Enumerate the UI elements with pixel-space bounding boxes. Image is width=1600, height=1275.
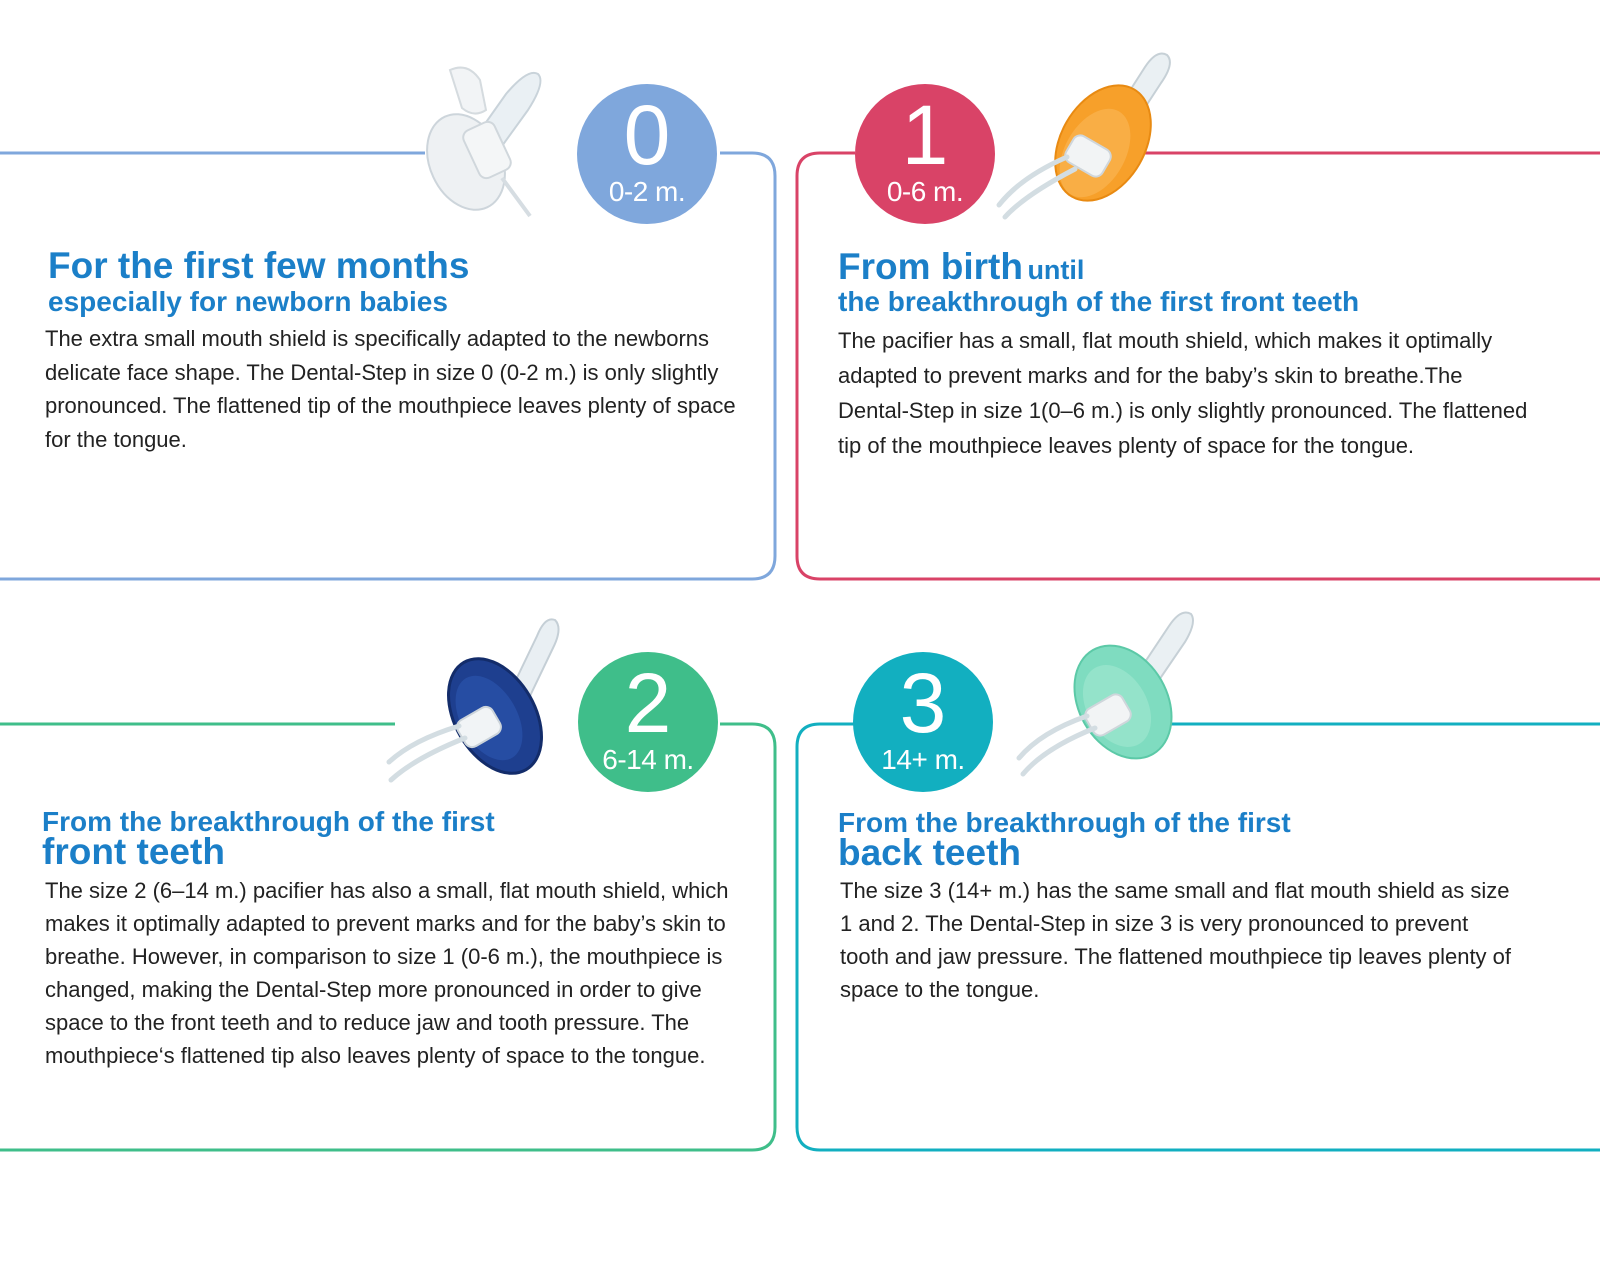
badge-age-range: 6-14 m. [602, 744, 694, 775]
card-heading-line1: For the first few months [48, 245, 470, 286]
card-description: The size 2 (6–14 m.) pacifier has also a small, flat mouth shield, which makes it optimally adapted to prevent marks and for the baby’s skin to breathe. However, in comparison to size 1 (0-6 m.), the mouthpiece is changed, making the Dental-Step more pronounced in order to give space to the front teeth and to reduce jaw and tooth pressure. The mouthpiece‘s flattened tip also leaves plenty of space to the tongue. [45, 878, 729, 1068]
pacifier-navy-icon [385, 612, 565, 787]
card-heading-suffix: until [1027, 255, 1085, 285]
card-description: The size 3 (14+ m.) has the same small and flat mouth shield as size 1 and 2. The Dental-Step in size 3 is very pronounced to prevent tooth and jaw pressure. The flattened mouthpiece tip leaves plenty of space to the tongue. [840, 878, 1512, 1002]
card-heading-line1: From the breakthrough of the first [838, 807, 1291, 838]
pacifier-orange-icon [995, 45, 1180, 225]
size-badge-3 [853, 652, 993, 792]
badge-number: 3 [899, 656, 947, 750]
size-badge-2 [578, 652, 718, 792]
card-heading-line1: From the breakthrough of the first [42, 806, 495, 837]
badge-number: 2 [624, 656, 672, 750]
badge-number: 1 [901, 88, 949, 182]
card-heading-line2: especially for newborn babies [48, 286, 448, 317]
pacifier-clear-icon [410, 58, 560, 223]
card-heading-line2: front teeth [42, 831, 225, 872]
pacifier-mint-icon [1015, 602, 1200, 782]
card-description: The pacifier has a small, flat mouth shield, which makes it optimally adapted to prevent marks and for the baby’s skin to breathe.The Dental-Step in size 1(0–6 m.) is only slightly pronounced. The flattened tip of the mouthpiece leaves plenty of space for the tongue. [838, 328, 1528, 458]
card-heading-line2: the breakthrough of the first front teeth [838, 286, 1360, 317]
card-heading-line2: back teeth [838, 832, 1022, 873]
badge-number: 0 [623, 88, 671, 182]
size-badge-1 [855, 84, 995, 224]
card-heading-line1 [838, 247, 1084, 287]
badge-age-range: 0-2 m. [608, 176, 686, 207]
size-badge-0 [577, 84, 717, 224]
badge-age-range: 0-6 m. [886, 176, 964, 207]
badge-age-range: 14+ m. [881, 744, 965, 775]
card-heading-main: From birth [838, 246, 1023, 287]
card-description: The extra small mouth shield is specifically adapted to the newborns delicate face shape. The Dental-Step in size 0 (0-2 m.) is only slightly pronounced. The flattened tip of the mouthpiece leaves plenty of space for the tongue. [45, 326, 736, 452]
